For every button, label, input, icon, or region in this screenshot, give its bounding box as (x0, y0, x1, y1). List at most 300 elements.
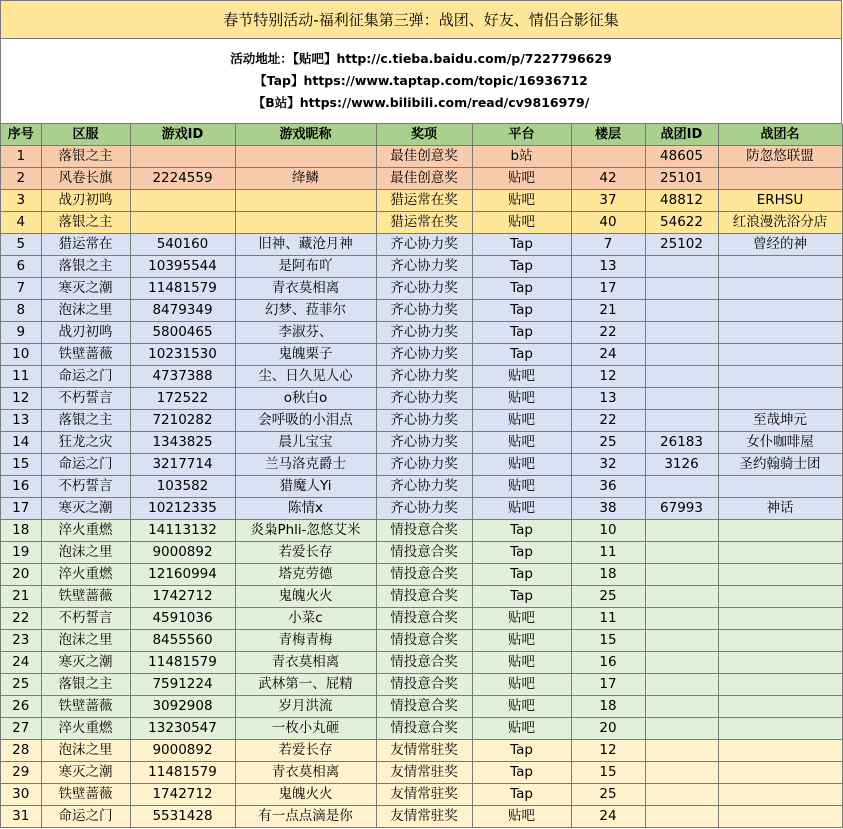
cell-award[interactable]: 情投意合奖 (376, 608, 472, 630)
cell-server[interactable]: 战刃初鸣 (41, 190, 130, 212)
cell-index[interactable]: 30 (1, 784, 41, 806)
cell-floor[interactable]: 25 (571, 586, 645, 608)
cell-game-id[interactable]: 1742712 (130, 784, 235, 806)
cell-nickname[interactable]: 青衣莫相离 (235, 762, 376, 784)
cell-team-name[interactable]: 女仆咖啡屋 (718, 432, 842, 454)
cell-award[interactable]: 情投意合奖 (376, 542, 472, 564)
cell-server[interactable]: 泡沫之里 (41, 740, 130, 762)
link-taptap[interactable]: 【Tap】https://www.taptap.com/topic/16936712 (254, 73, 588, 88)
cell-nickname[interactable]: 晨儿宝宝 (235, 432, 376, 454)
cell-server[interactable]: 淬火重燃 (41, 564, 130, 586)
cell-team-id[interactable] (645, 630, 718, 652)
cell-award[interactable]: 齐心协力奖 (376, 278, 472, 300)
cell-game-id[interactable] (130, 146, 235, 168)
cell-team-name[interactable] (718, 630, 842, 652)
cell-server[interactable]: 不朽誓言 (41, 476, 130, 498)
cell-platform[interactable]: Tap (472, 586, 571, 608)
cell-game-id[interactable]: 3217714 (130, 454, 235, 476)
cell-team-name[interactable] (718, 806, 842, 828)
cell-index[interactable]: 8 (1, 300, 41, 322)
cell-award[interactable]: 齐心协力奖 (376, 432, 472, 454)
cell-team-name[interactable] (718, 476, 842, 498)
cell-platform[interactable]: 贴吧 (472, 476, 571, 498)
cell-team-id[interactable] (645, 388, 718, 410)
cell-floor[interactable]: 15 (571, 630, 645, 652)
cell-nickname[interactable]: 尘、日久见人心 (235, 366, 376, 388)
cell-platform[interactable]: Tap (472, 740, 571, 762)
cell-platform[interactable]: 贴吧 (472, 718, 571, 740)
cell-index[interactable]: 12 (1, 388, 41, 410)
cell-platform[interactable]: 贴吧 (472, 432, 571, 454)
cell-team-id[interactable] (645, 322, 718, 344)
cell-server[interactable]: 泡沫之里 (41, 300, 130, 322)
cell-index[interactable]: 27 (1, 718, 41, 740)
cell-team-id[interactable] (645, 586, 718, 608)
cell-floor[interactable]: 36 (571, 476, 645, 498)
cell-platform[interactable]: 贴吧 (472, 652, 571, 674)
cell-nickname[interactable]: 一枚小丸砸 (235, 718, 376, 740)
cell-team-id[interactable] (645, 476, 718, 498)
cell-award[interactable]: 最佳创意奖 (376, 168, 472, 190)
cell-server[interactable]: 落银之主 (41, 256, 130, 278)
cell-team-name[interactable] (718, 762, 842, 784)
cell-server[interactable]: 风卷长旗 (41, 168, 130, 190)
cell-index[interactable]: 1 (1, 146, 41, 168)
cell-team-id[interactable] (645, 740, 718, 762)
cell-floor[interactable]: 22 (571, 410, 645, 432)
cell-server[interactable]: 寒灭之潮 (41, 278, 130, 300)
cell-game-id[interactable] (130, 212, 235, 234)
cell-platform[interactable]: 贴吧 (472, 454, 571, 476)
cell-team-id[interactable] (645, 344, 718, 366)
cell-nickname[interactable]: 旧神、藏沧月神 (235, 234, 376, 256)
cell-nickname[interactable] (235, 146, 376, 168)
cell-server[interactable]: 不朽誓言 (41, 388, 130, 410)
cell-team-id[interactable] (645, 278, 718, 300)
cell-award[interactable]: 齐心协力奖 (376, 256, 472, 278)
cell-nickname[interactable]: 鬼魄栗子 (235, 344, 376, 366)
cell-floor[interactable]: 10 (571, 520, 645, 542)
cell-nickname[interactable]: 陈情x (235, 498, 376, 520)
cell-index[interactable]: 6 (1, 256, 41, 278)
cell-award[interactable]: 齐心协力奖 (376, 388, 472, 410)
table-row (1, 784, 842, 806)
cell-team-name[interactable]: 防忽悠联盟 (718, 146, 842, 168)
cell-game-id[interactable]: 4737388 (130, 366, 235, 388)
cell-team-name[interactable] (718, 740, 842, 762)
cell-award[interactable]: 情投意合奖 (376, 586, 472, 608)
cell-server[interactable]: 寒灭之潮 (41, 652, 130, 674)
cell-server[interactable]: 命运之门 (41, 454, 130, 476)
cell-index[interactable]: 19 (1, 542, 41, 564)
cell-nickname[interactable]: 若爱长存 (235, 542, 376, 564)
header-col-game-id: 游戏ID (130, 124, 235, 146)
cell-team-name[interactable] (718, 564, 842, 586)
cell-floor[interactable]: 25 (571, 784, 645, 806)
cell-index[interactable]: 24 (1, 652, 41, 674)
cell-nickname[interactable]: 炎枭Phli-忽悠艾米 (235, 520, 376, 542)
cell-server[interactable]: 泡沫之里 (41, 630, 130, 652)
cell-index[interactable]: 22 (1, 608, 41, 630)
cell-team-name[interactable] (718, 696, 842, 718)
cell-team-name[interactable] (718, 608, 842, 630)
cell-platform[interactable]: Tap (472, 344, 571, 366)
cell-game-id[interactable] (130, 190, 235, 212)
table-row (1, 806, 842, 828)
cell-platform[interactable]: 贴吧 (472, 388, 571, 410)
cell-nickname[interactable]: 有一点点滴是你 (235, 806, 376, 828)
cell-game-id[interactable]: 103582 (130, 476, 235, 498)
cell-team-id[interactable] (645, 718, 718, 740)
table-row (1, 608, 842, 630)
cell-game-id[interactable]: 10212335 (130, 498, 235, 520)
cell-team-name[interactable] (718, 388, 842, 410)
cell-index[interactable]: 31 (1, 806, 41, 828)
cell-nickname[interactable]: 小菜c (235, 608, 376, 630)
cell-platform[interactable]: Tap (472, 762, 571, 784)
cell-index[interactable]: 17 (1, 498, 41, 520)
cell-team-name[interactable]: 神话 (718, 498, 842, 520)
cell-floor[interactable]: 11 (571, 542, 645, 564)
cell-platform[interactable]: Tap (472, 256, 571, 278)
cell-award[interactable]: 情投意合奖 (376, 718, 472, 740)
cell-game-id[interactable]: 13230547 (130, 718, 235, 740)
cell-game-id[interactable]: 7210282 (130, 410, 235, 432)
cell-team-name[interactable]: 曾经的神 (718, 234, 842, 256)
cell-game-id[interactable]: 9000892 (130, 740, 235, 762)
cell-index[interactable]: 10 (1, 344, 41, 366)
cell-nickname[interactable] (235, 212, 376, 234)
cell-index[interactable]: 2 (1, 168, 41, 190)
link-tieba[interactable]: 活动地址：【贴吧】http://c.tieba.baidu.com/p/7227796629 (230, 51, 612, 66)
cell-floor[interactable]: 12 (571, 366, 645, 388)
cell-nickname[interactable]: 是阿布吖 (235, 256, 376, 278)
cell-nickname[interactable]: 青衣莫相离 (235, 278, 376, 300)
cell-platform[interactable]: 贴吧 (472, 498, 571, 520)
table-row (1, 212, 842, 234)
cell-platform[interactable]: 贴吧 (472, 410, 571, 432)
cell-server[interactable]: 落银之主 (41, 146, 130, 168)
cell-game-id[interactable]: 9000892 (130, 542, 235, 564)
cell-team-id[interactable] (645, 652, 718, 674)
cell-team-id[interactable] (645, 256, 718, 278)
cell-team-id[interactable] (645, 542, 718, 564)
cell-game-id[interactable]: 4591036 (130, 608, 235, 630)
cell-award[interactable]: 齐心协力奖 (376, 366, 472, 388)
cell-team-name[interactable] (718, 300, 842, 322)
cell-game-id[interactable]: 1343825 (130, 432, 235, 454)
cell-award[interactable]: 友情常驻奖 (376, 762, 472, 784)
cell-award[interactable]: 齐心协力奖 (376, 344, 472, 366)
cell-award[interactable]: 猎运常在奖 (376, 190, 472, 212)
cell-platform[interactable]: Tap (472, 234, 571, 256)
cell-team-name[interactable] (718, 520, 842, 542)
cell-award[interactable]: 情投意合奖 (376, 630, 472, 652)
cell-team-name[interactable] (718, 652, 842, 674)
cell-index[interactable]: 4 (1, 212, 41, 234)
cell-index[interactable]: 20 (1, 564, 41, 586)
cell-platform[interactable]: 贴吧 (472, 212, 571, 234)
cell-floor[interactable]: 17 (571, 278, 645, 300)
cell-index[interactable]: 23 (1, 630, 41, 652)
cell-server[interactable]: 命运之门 (41, 366, 130, 388)
cell-platform[interactable]: 贴吧 (472, 168, 571, 190)
cell-server[interactable]: 铁壁蔷薇 (41, 784, 130, 806)
cell-floor[interactable]: 12 (571, 740, 645, 762)
cell-team-id[interactable] (645, 784, 718, 806)
cell-game-id[interactable]: 1742712 (130, 586, 235, 608)
cell-team-name[interactable] (718, 322, 842, 344)
cell-floor[interactable]: 15 (571, 762, 645, 784)
cell-nickname[interactable]: 兰马洛克爵士 (235, 454, 376, 476)
cell-game-id[interactable]: 10395544 (130, 256, 235, 278)
cell-team-name[interactable] (718, 366, 842, 388)
cell-floor[interactable]: 38 (571, 498, 645, 520)
cell-team-name[interactable] (718, 586, 842, 608)
cell-game-id[interactable]: 540160 (130, 234, 235, 256)
cell-server[interactable]: 猎运常在 (41, 234, 130, 256)
cell-award[interactable]: 齐心协力奖 (376, 454, 472, 476)
cell-nickname[interactable]: 若爱长存 (235, 740, 376, 762)
cell-server[interactable]: 寒灭之潮 (41, 762, 130, 784)
cell-platform[interactable]: 贴吧 (472, 608, 571, 630)
header-col-index: 序号 (1, 124, 41, 146)
cell-award[interactable]: 友情常驻奖 (376, 740, 472, 762)
table-row (1, 476, 842, 498)
cell-nickname[interactable]: 会呼吸的小泪点 (235, 410, 376, 432)
cell-game-id[interactable]: 10231530 (130, 344, 235, 366)
cell-index[interactable]: 14 (1, 432, 41, 454)
cell-floor[interactable]: 13 (571, 256, 645, 278)
cell-platform[interactable]: Tap (472, 520, 571, 542)
cell-team-id[interactable]: 3126 (645, 454, 718, 476)
cell-team-id[interactable] (645, 564, 718, 586)
cell-floor[interactable]: 17 (571, 674, 645, 696)
cell-index[interactable]: 29 (1, 762, 41, 784)
cell-server[interactable]: 不朽誓言 (41, 608, 130, 630)
cell-award[interactable]: 最佳创意奖 (376, 146, 472, 168)
cell-team-id[interactable] (645, 300, 718, 322)
cell-nickname[interactable]: 鬼魄火火 (235, 784, 376, 806)
cell-floor[interactable]: 24 (571, 806, 645, 828)
cell-floor[interactable]: 40 (571, 212, 645, 234)
cell-game-id[interactable]: 2224559 (130, 168, 235, 190)
cell-server[interactable]: 战刃初鸣 (41, 322, 130, 344)
cell-award[interactable]: 友情常驻奖 (376, 784, 472, 806)
cell-nickname[interactable]: 幻梦、菈菲尔 (235, 300, 376, 322)
cell-game-id[interactable]: 5531428 (130, 806, 235, 828)
cell-nickname[interactable]: 塔克劳德 (235, 564, 376, 586)
table-row (1, 366, 842, 388)
cell-server[interactable]: 寒灭之潮 (41, 498, 130, 520)
cell-floor[interactable]: 32 (571, 454, 645, 476)
cell-index[interactable]: 9 (1, 322, 41, 344)
cell-team-name[interactable]: 圣约翰骑士团 (718, 454, 842, 476)
cell-floor[interactable]: 42 (571, 168, 645, 190)
cell-server[interactable]: 铁壁蔷薇 (41, 586, 130, 608)
cell-award[interactable]: 猎运常在奖 (376, 212, 472, 234)
cell-award[interactable]: 情投意合奖 (376, 674, 472, 696)
cell-award[interactable]: 齐心协力奖 (376, 234, 472, 256)
cell-floor[interactable]: 20 (571, 718, 645, 740)
cell-award[interactable]: 情投意合奖 (376, 564, 472, 586)
cell-award[interactable]: 情投意合奖 (376, 696, 472, 718)
cell-team-name[interactable] (718, 344, 842, 366)
table-row (1, 300, 842, 322)
cell-award[interactable]: 齐心协力奖 (376, 498, 472, 520)
cell-team-name[interactable]: 红浪漫洗浴分店 (718, 212, 842, 234)
cell-game-id[interactable]: 7591224 (130, 674, 235, 696)
cell-game-id[interactable]: 14113132 (130, 520, 235, 542)
cell-award[interactable]: 友情常驻奖 (376, 806, 472, 828)
cell-platform[interactable]: Tap (472, 322, 571, 344)
cell-floor[interactable]: 25 (571, 432, 645, 454)
cell-award[interactable]: 齐心协力奖 (376, 322, 472, 344)
cell-platform[interactable]: 贴吧 (472, 674, 571, 696)
cell-nickname[interactable]: 青梅青梅 (235, 630, 376, 652)
cell-platform[interactable]: Tap (472, 300, 571, 322)
cell-index[interactable]: 18 (1, 520, 41, 542)
table-row (1, 256, 842, 278)
cell-platform[interactable]: Tap (472, 784, 571, 806)
header-col-floor: 楼层 (571, 124, 645, 146)
cell-game-id[interactable]: 3092908 (130, 696, 235, 718)
cell-game-id[interactable]: 8479349 (130, 300, 235, 322)
table-row (1, 718, 842, 740)
cell-floor[interactable]: 16 (571, 652, 645, 674)
cell-index[interactable]: 13 (1, 410, 41, 432)
cell-floor[interactable]: 11 (571, 608, 645, 630)
cell-platform[interactable]: Tap (472, 278, 571, 300)
cell-award[interactable]: 情投意合奖 (376, 652, 472, 674)
cell-game-id[interactable]: 12160994 (130, 564, 235, 586)
cell-team-id[interactable] (645, 520, 718, 542)
cell-team-id[interactable]: 54622 (645, 212, 718, 234)
cell-nickname[interactable]: 猎魔人Yi (235, 476, 376, 498)
cell-team-name[interactable] (718, 542, 842, 564)
cell-nickname[interactable]: 李淑芬、 (235, 322, 376, 344)
cell-team-name[interactable] (718, 256, 842, 278)
cell-floor[interactable]: 18 (571, 564, 645, 586)
cell-nickname[interactable]: 绛鳞 (235, 168, 376, 190)
cell-platform[interactable]: 贴吧 (472, 190, 571, 212)
cell-server[interactable]: 落银之主 (41, 410, 130, 432)
cell-server[interactable]: 淬火重燃 (41, 520, 130, 542)
cell-server[interactable]: 命运之门 (41, 806, 130, 828)
cell-platform[interactable]: 贴吧 (472, 696, 571, 718)
cell-team-id[interactable] (645, 674, 718, 696)
cell-game-id[interactable]: 5800465 (130, 322, 235, 344)
cell-team-id[interactable]: 48605 (645, 146, 718, 168)
cell-floor[interactable]: 13 (571, 388, 645, 410)
cell-team-name[interactable] (718, 784, 842, 806)
cell-nickname[interactable]: 岁月洪流 (235, 696, 376, 718)
cell-server[interactable]: 落银之主 (41, 212, 130, 234)
cell-server[interactable]: 泡沫之里 (41, 542, 130, 564)
cell-floor[interactable]: 18 (571, 696, 645, 718)
cell-floor[interactable]: 7 (571, 234, 645, 256)
cell-floor[interactable]: 21 (571, 300, 645, 322)
cell-team-name[interactable]: 至哉坤元 (718, 410, 842, 432)
cell-server[interactable]: 铁壁蔷薇 (41, 696, 130, 718)
cell-server[interactable]: 铁壁蔷薇 (41, 344, 130, 366)
cell-team-id[interactable]: 26183 (645, 432, 718, 454)
cell-platform[interactable]: 贴吧 (472, 806, 571, 828)
cell-team-id[interactable]: 25101 (645, 168, 718, 190)
cell-index[interactable]: 11 (1, 366, 41, 388)
cell-team-name[interactable] (718, 168, 842, 190)
cell-index[interactable]: 21 (1, 586, 41, 608)
cell-team-id[interactable] (645, 410, 718, 432)
cell-game-id[interactable]: 11481579 (130, 652, 235, 674)
cell-nickname[interactable]: 武林第一、屁精 (235, 674, 376, 696)
header-col-server: 区服 (41, 124, 130, 146)
cell-platform[interactable]: b站 (472, 146, 571, 168)
cell-floor[interactable]: 24 (571, 344, 645, 366)
cell-team-name[interactable] (718, 718, 842, 740)
cell-platform[interactable]: 贴吧 (472, 630, 571, 652)
cell-game-id[interactable]: 172522 (130, 388, 235, 410)
cell-team-id[interactable]: 67993 (645, 498, 718, 520)
cell-platform[interactable]: Tap (472, 542, 571, 564)
cell-floor[interactable]: 22 (571, 322, 645, 344)
cell-index[interactable]: 28 (1, 740, 41, 762)
cell-team-name[interactable] (718, 674, 842, 696)
cell-game-id[interactable]: 8455560 (130, 630, 235, 652)
cell-nickname[interactable]: o秋白o (235, 388, 376, 410)
cell-award[interactable]: 齐心协力奖 (376, 410, 472, 432)
cell-team-name[interactable] (718, 278, 842, 300)
header-col-team-name: 战团名 (718, 124, 842, 146)
cell-game-id[interactable]: 11481579 (130, 278, 235, 300)
cell-team-id[interactable] (645, 696, 718, 718)
cell-index[interactable]: 5 (1, 234, 41, 256)
cell-award[interactable]: 情投意合奖 (376, 520, 472, 542)
cell-floor[interactable] (571, 146, 645, 168)
cell-server[interactable]: 淬火重燃 (41, 718, 130, 740)
cell-team-id[interactable] (645, 806, 718, 828)
cell-team-id[interactable] (645, 762, 718, 784)
cell-team-id[interactable] (645, 608, 718, 630)
cell-platform[interactable]: 贴吧 (472, 366, 571, 388)
cell-server[interactable]: 狂龙之灾 (41, 432, 130, 454)
cell-game-id[interactable]: 11481579 (130, 762, 235, 784)
table-row (1, 234, 842, 256)
table-row (1, 520, 842, 542)
table-row (1, 344, 842, 366)
cell-index[interactable]: 25 (1, 674, 41, 696)
cell-index[interactable]: 26 (1, 696, 41, 718)
cell-award[interactable]: 齐心协力奖 (376, 476, 472, 498)
cell-index[interactable]: 7 (1, 278, 41, 300)
cell-index[interactable]: 15 (1, 454, 41, 476)
cell-team-id[interactable] (645, 366, 718, 388)
cell-nickname[interactable]: 青衣莫相离 (235, 652, 376, 674)
table-row (1, 410, 842, 432)
cell-platform[interactable]: Tap (472, 564, 571, 586)
cell-server[interactable]: 落银之主 (41, 674, 130, 696)
link-bilibili[interactable]: 【B站】https://www.bilibili.com/read/cv9816979/ (252, 95, 590, 110)
cell-index[interactable]: 16 (1, 476, 41, 498)
cell-nickname[interactable]: 鬼魄火火 (235, 586, 376, 608)
cell-index[interactable]: 3 (1, 190, 41, 212)
cell-award[interactable]: 齐心协力奖 (376, 300, 472, 322)
cell-floor[interactable]: 37 (571, 190, 645, 212)
cell-nickname[interactable] (235, 190, 376, 212)
cell-team-name[interactable]: ERHSU (718, 190, 842, 212)
cell-team-id[interactable]: 48812 (645, 190, 718, 212)
cell-team-id[interactable]: 25102 (645, 234, 718, 256)
